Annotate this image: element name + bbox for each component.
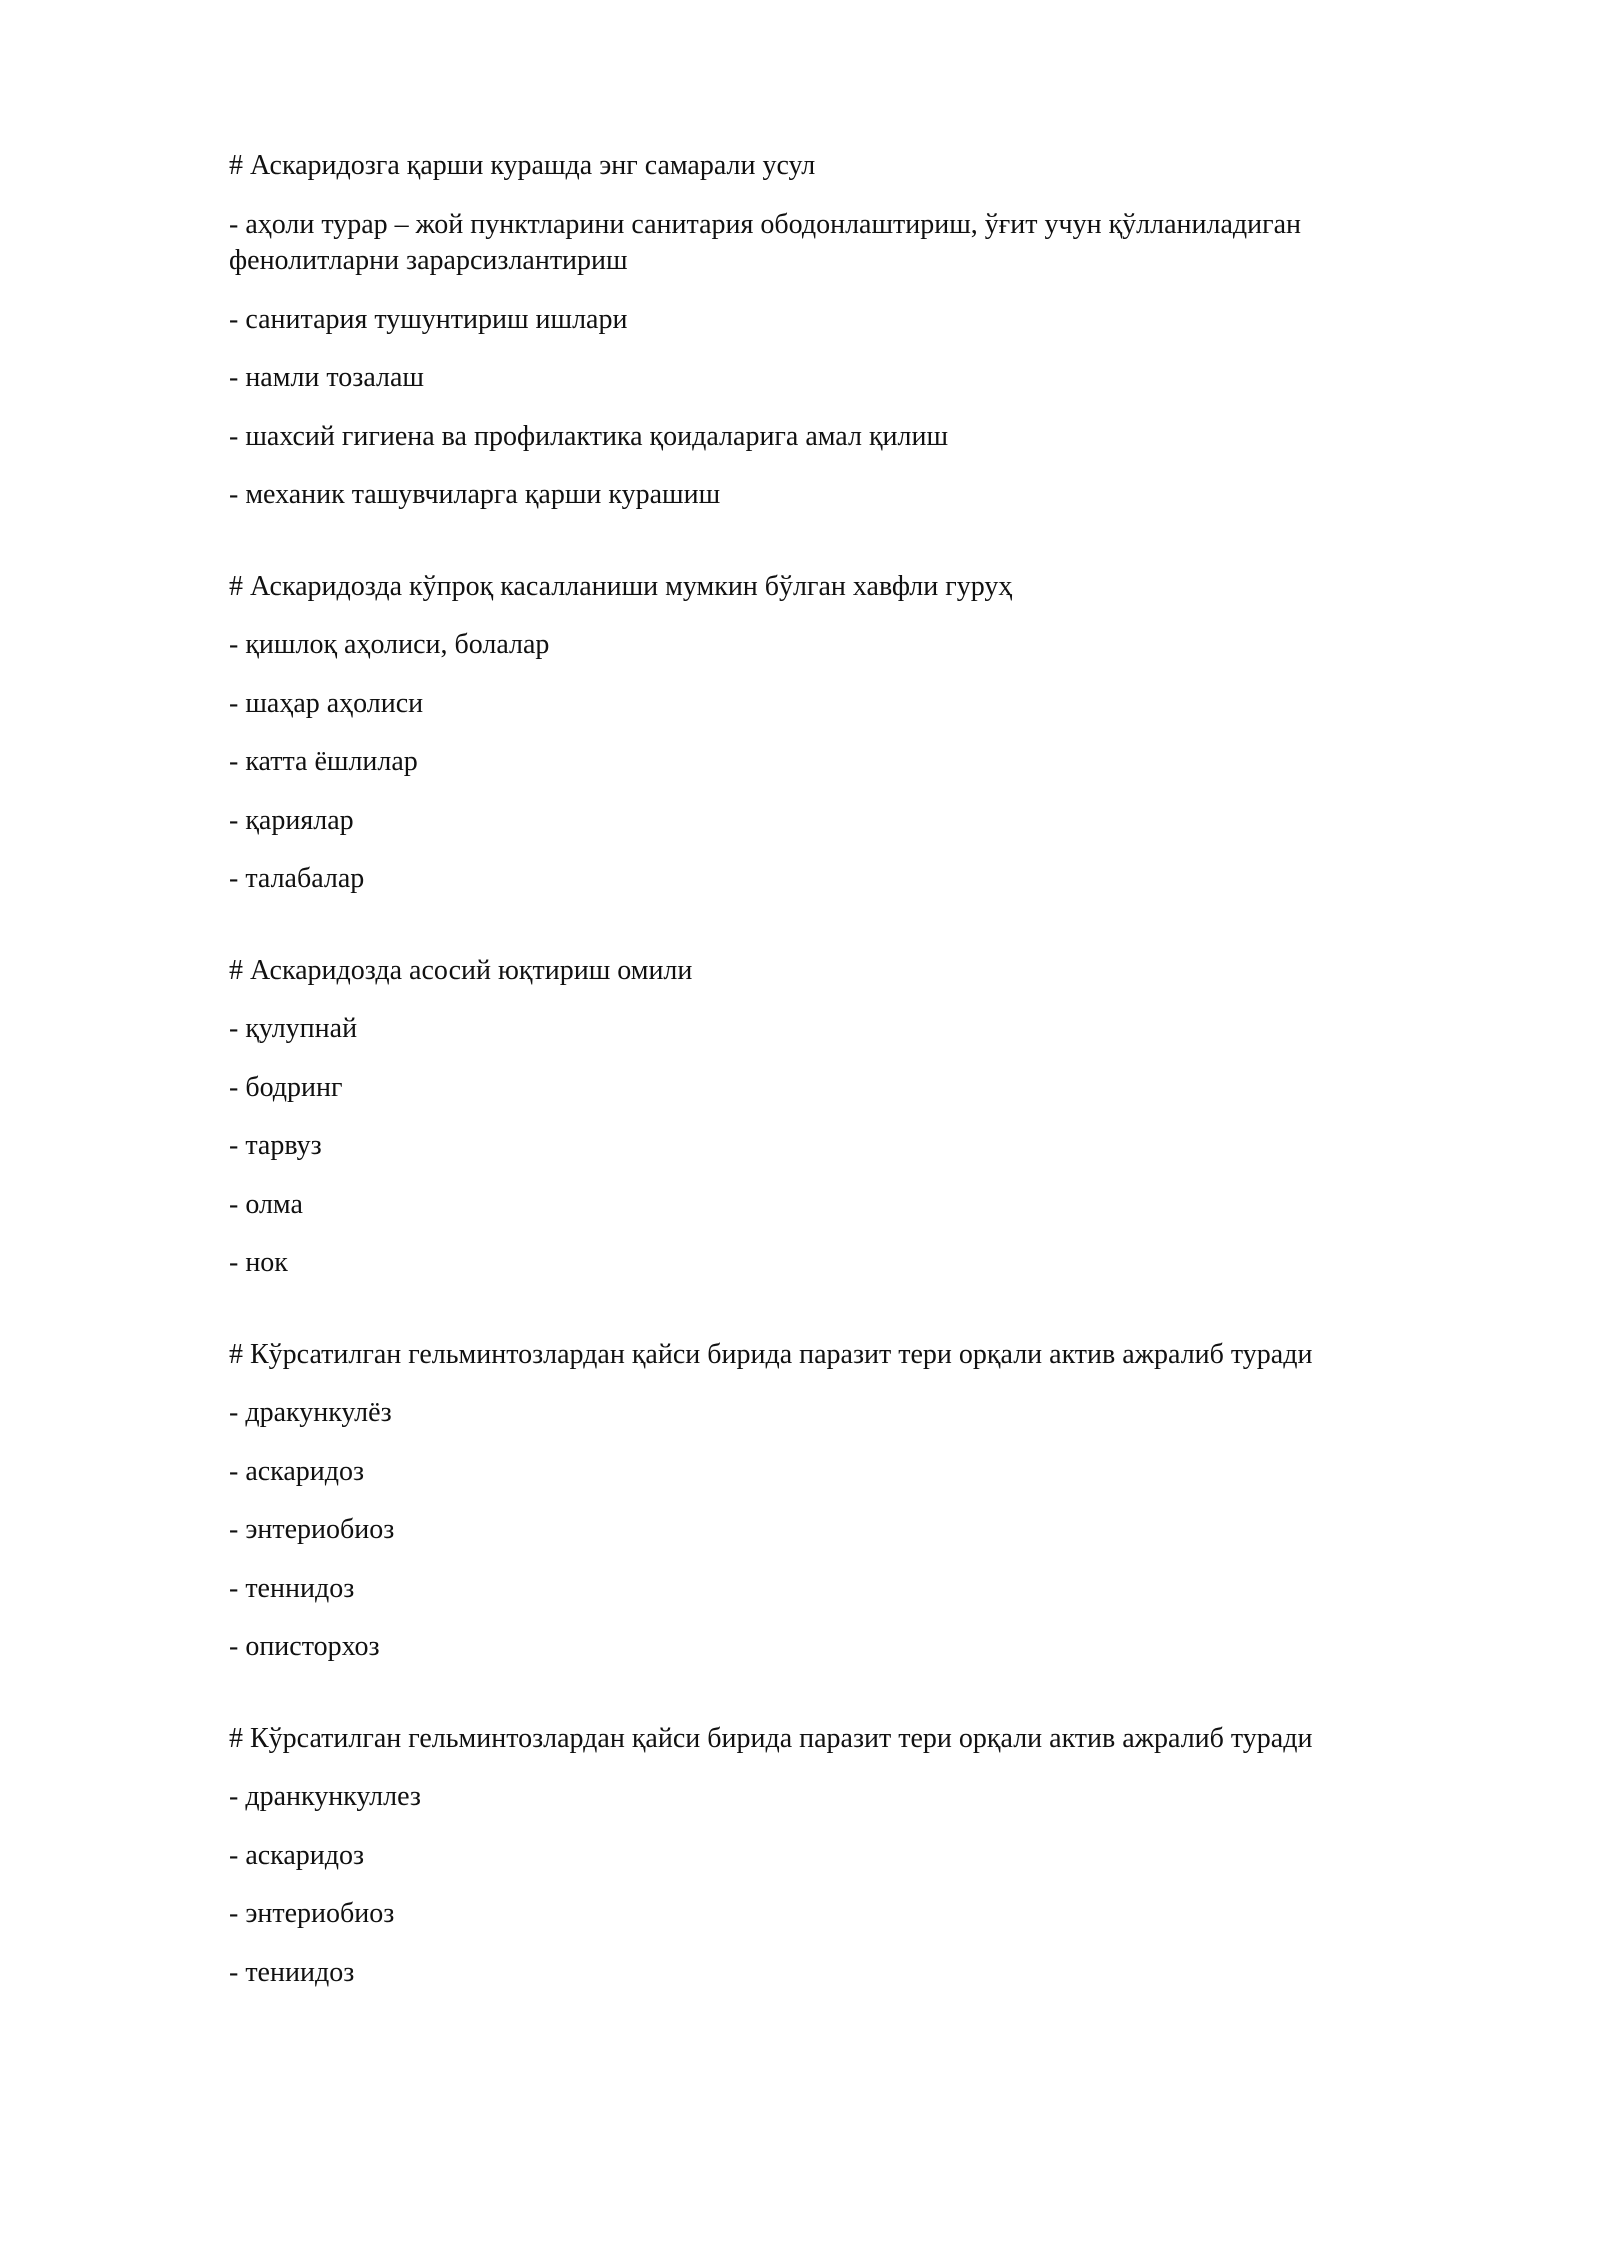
question-title: # Аскаридозда кўпроқ касалланиши мумкин бўлган хавфли гуруҳ — [229, 570, 1013, 602]
answer-option: - дранкункуллез — [229, 1781, 421, 1812]
answer-option: - описторхоз — [229, 1631, 380, 1662]
answer-option: - қулупнай — [229, 1013, 358, 1044]
answer-option: - дракункулёз — [229, 1397, 392, 1428]
question-block-2 — [229, 569, 1389, 898]
answer-option: - нок — [229, 1247, 288, 1278]
answer-option: - бодринг — [229, 1071, 343, 1103]
answer-option: - энтериобиоз — [229, 1514, 395, 1545]
answer-option: - аскаридоз — [229, 1839, 365, 1871]
answer-option: - шахсий гигиена ва профилактика қоидаларига амал қилиш — [229, 420, 949, 452]
answer-option: - механик ташувчиларга қарши курашиш — [229, 479, 721, 510]
answer-option: - тениидоз — [229, 1956, 355, 1988]
answer-option: - энтериобиоз — [229, 1898, 395, 1929]
answer-option: - қишлоқ аҳолиси, болалар — [229, 629, 550, 660]
question-list — [229, 148, 1389, 2046]
answer-option: - олма — [229, 1188, 303, 1220]
answer-option: - намли тозалаш — [229, 362, 424, 393]
answer-option: - қариялар — [229, 804, 354, 836]
answer-option: - шаҳар аҳолиси — [229, 687, 424, 719]
question-block-1 — [229, 148, 1389, 514]
answer-option: - катта ёшлилар — [229, 746, 418, 777]
question-block-4 — [229, 1337, 1389, 1666]
question-title: # Аскаридозда асосий юқтириш омили — [229, 954, 693, 986]
answer-option: - теннидоз — [229, 1572, 355, 1604]
question-block-5 — [229, 1721, 1389, 1992]
answer-option: - тарвуз — [229, 1130, 322, 1161]
question-title: # Аскаридозга қарши курашда энг самарали усул — [229, 150, 816, 181]
answer-option: - аҳоли турар – жой пунктларини санитария ободонлаштириш, ўғит учун қўлланиладиган фенолитларни зарарсизлантириш — [229, 208, 1302, 276]
answer-option: - аскаридоз — [229, 1455, 365, 1487]
question-block-3 — [229, 953, 1389, 1282]
question-title: # Кўрсатилган гельминтозлардан қайси бирида паразит тери орқали актив ажралиб туради — [229, 1722, 1313, 1754]
question-title: # Кўрсатилган гельминтозлардан қайси бирида паразит тери орқали актив ажралиб туради — [229, 1338, 1313, 1370]
answer-option: - талабалар — [229, 863, 365, 894]
answer-option: - санитария тушунтириш ишлари — [229, 303, 628, 335]
